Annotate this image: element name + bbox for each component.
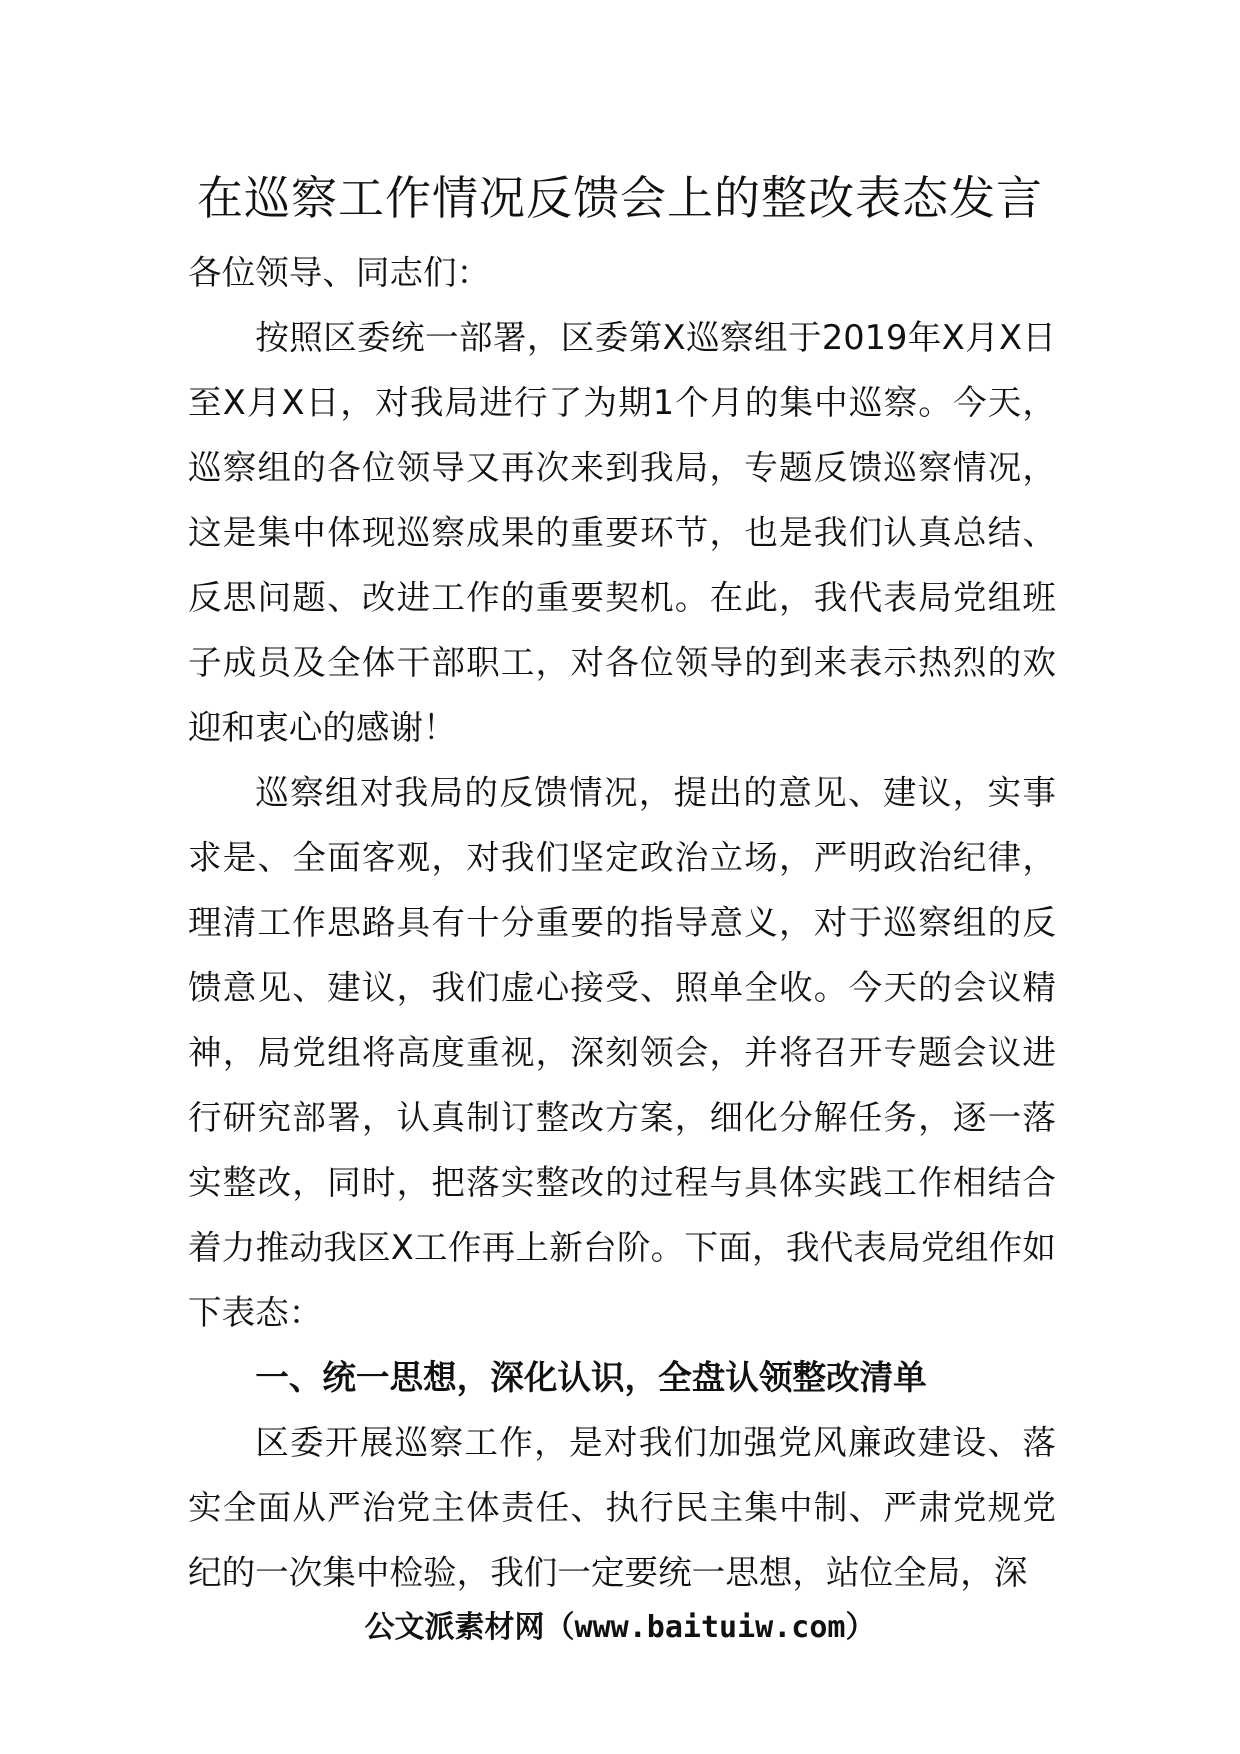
salutation: 各位领导、同志们： — [188, 253, 491, 292]
footer-url: www.baituiw.com — [574, 1610, 846, 1645]
section-heading: 一、统一思想，深化认识，全盘认领整改清单 — [255, 1358, 927, 1397]
footer-close-paren: ） — [845, 1610, 876, 1645]
footer-site-name: 公文派素材网 — [364, 1610, 545, 1645]
section-paragraph: 区委开展巡察工作，是对我们加强党风廉政建设、落实全面从严治党主体责任、执行民主集中制、严肃党规党纪的一次集中检验，我们一定要统一思想，站位全局，深 — [188, 1423, 1056, 1592]
footer-open-paren: （ — [544, 1610, 575, 1645]
document-title: 在巡察工作情况反馈会上的整改表态发言 — [197, 171, 1043, 225]
document-body — [188, 240, 1056, 1605]
body-paragraph-2: 巡察组对我局的反馈情况，提出的意见、建议，实事求是、全面客观，对我们坚定政治立场，严明政治纪律，理清工作思路具有十分重要的指导意义，对于巡察组的反馈意见、建议，我们虚心接受、照单全收。今天的会议精神，局党组将高度重视，深刻领会，并将召开专题会议进行研究部署，认真制订整改方案，细化分解任务，逐一落实整改，同时，把落实整改的过程与具体实践工作相结合着力推动我区X工作再上新台阶。下面，我代表局党组作如下表态： — [188, 773, 1056, 1332]
page-footer — [0, 1608, 1240, 1648]
body-paragraph-1: 按照区委统一部署，区委第X巡察组于2019年X月X日至X月X日，对我局进行了为期1个月的集中巡察。今天，巡察组的各位领导又再次来到我局，专题反馈巡察情况，这是集中体现巡察成果的重要环节，也是我们认真总结、反思问题、改进工作的重要契机。在此，我代表局党组班子成员及全体干部职工，对各位领导的到来表示热烈的欢迎和衷心的感谢！ — [188, 318, 1056, 747]
